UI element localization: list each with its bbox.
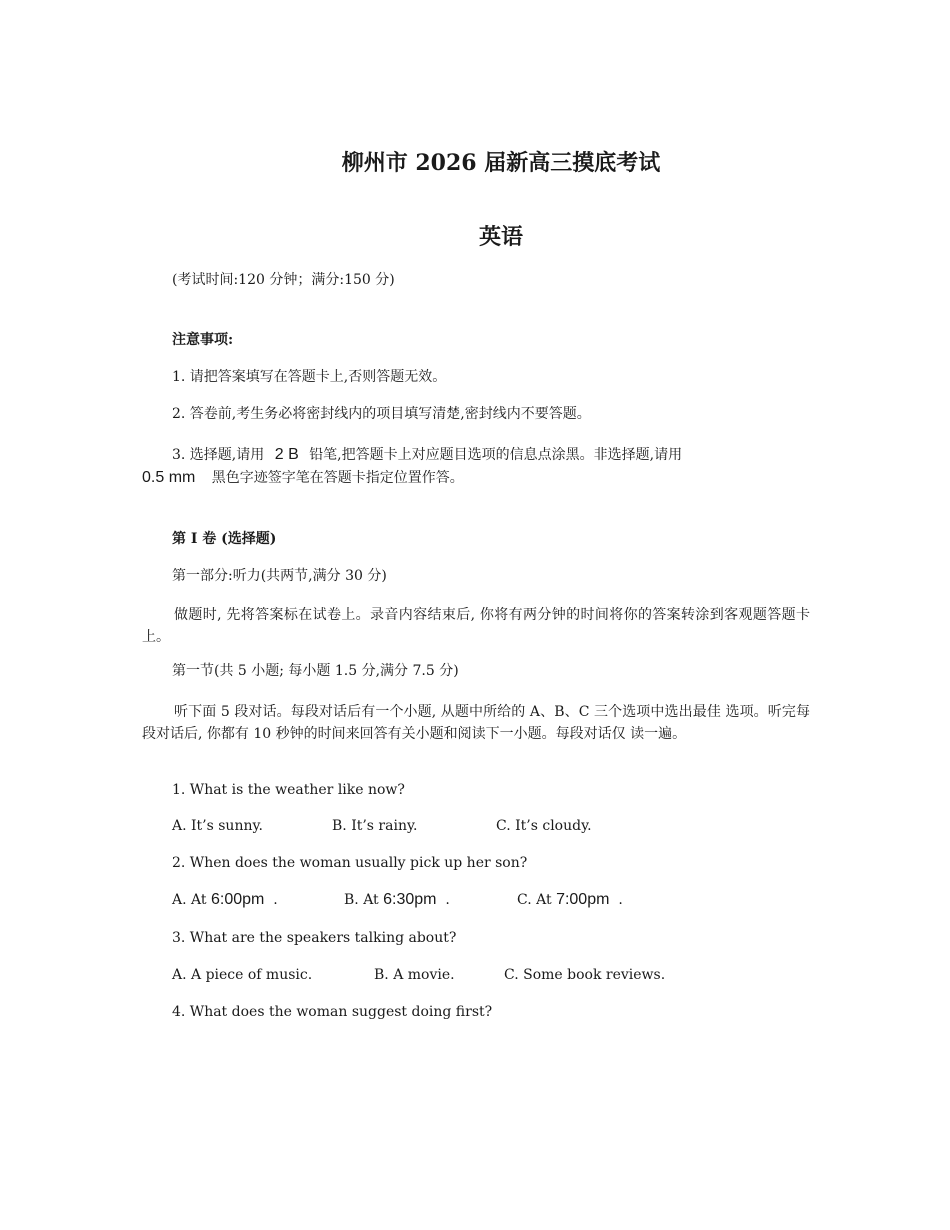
question-2-option-a-time: 6:00pm bbox=[210, 891, 265, 908]
note-item-3-text-c: 铅笔,把答题卡上对应题目选项的信息点涂黑。非选择题,请用 bbox=[309, 447, 683, 463]
question-2-option-a-label: A. At bbox=[172, 892, 207, 908]
question-1-stem: 1. What is the weather like now? bbox=[172, 782, 405, 798]
exam-title: 柳州市 2026 届新高三摸底考试 bbox=[341, 150, 661, 176]
question-3-options bbox=[172, 965, 665, 985]
question-2-option-a-period: . bbox=[273, 892, 278, 908]
question-3-stem: 3. What are the speakers talking about? bbox=[172, 930, 457, 946]
question-3-option-a: A. A piece of music. bbox=[172, 967, 313, 983]
pen-width: 0.5 mm bbox=[142, 469, 196, 486]
question-1-options bbox=[172, 816, 592, 836]
question-2-option-b-period: . bbox=[445, 892, 450, 908]
question-3-option-c: C. Some book reviews. bbox=[504, 967, 666, 983]
question-2-option-b-label: B. At bbox=[344, 892, 379, 908]
question-1-option-a: A. It’s sunny. bbox=[172, 818, 263, 834]
question-2-option-c-period: . bbox=[618, 892, 623, 908]
question-2-option-a bbox=[172, 890, 344, 910]
note-item-2: 2. 答卷前,考生务必将密封线内的项目填写清楚,密封线内不要答题。 bbox=[172, 406, 591, 422]
note-item-3-line-1 bbox=[172, 445, 682, 465]
question-1-option-c: C. It’s cloudy. bbox=[496, 818, 592, 834]
question-2-option-b-time: 6:30pm bbox=[383, 891, 437, 908]
question-2-option-c bbox=[517, 890, 623, 910]
notes-heading: 注意事项: bbox=[172, 332, 234, 348]
question-1-option-b: B. It’s rainy. bbox=[332, 818, 418, 834]
time-info: (考试时间:120 分钟；满分:150 分) bbox=[172, 272, 395, 288]
part1-instructions: 做题时, 先将答案标在试卷上。录音内容结束后, 你将有两分钟的时间将你的答案转涂到客观题答题卡上。 bbox=[142, 607, 810, 645]
subject-title: 英语 bbox=[478, 224, 523, 250]
question-2-option-c-label: C. At bbox=[517, 892, 552, 908]
note-item-3-text-e: 黑色字迹签字笔在答题卡指定位置作答。 bbox=[211, 470, 464, 486]
volume-heading: 第 I 卷 (选择题) bbox=[172, 531, 277, 547]
section1-instructions: 听下面 5 段对话。每段对话后有一个小题, 从题中所给的 A、B、C 三个选项中选出最佳 选项。听完每段对话后, 你都有 10 秒钟的时间来回答有关小题和阅读下一小题。每段对话仅 读一遍。 bbox=[142, 704, 810, 742]
question-2-option-b bbox=[344, 890, 517, 910]
note-item-1: 1. 请把答案填写在答题卡上,否则答题无效。 bbox=[172, 369, 447, 385]
question-4-stem: 4. What does the woman suggest doing first? bbox=[172, 1004, 493, 1020]
note-item-3-text-a: 3. 选择题,请用 bbox=[172, 447, 265, 463]
section1-heading: 第一节(共 5 小题; 每小题 1.5 分,满分 7.5 分) bbox=[172, 663, 459, 679]
question-2-option-c-time: 7:00pm bbox=[556, 891, 610, 908]
part1-heading: 第一部分:听力(共两节,满分 30 分) bbox=[172, 568, 387, 584]
note-item-3-line-2 bbox=[142, 468, 464, 488]
pencil-grade: 2 B bbox=[274, 446, 299, 463]
question-2-stem: 2. When does the woman usually pick up her son? bbox=[172, 855, 528, 871]
question-3-option-b: B. A movie. bbox=[374, 967, 455, 983]
question-2-options bbox=[172, 890, 623, 910]
